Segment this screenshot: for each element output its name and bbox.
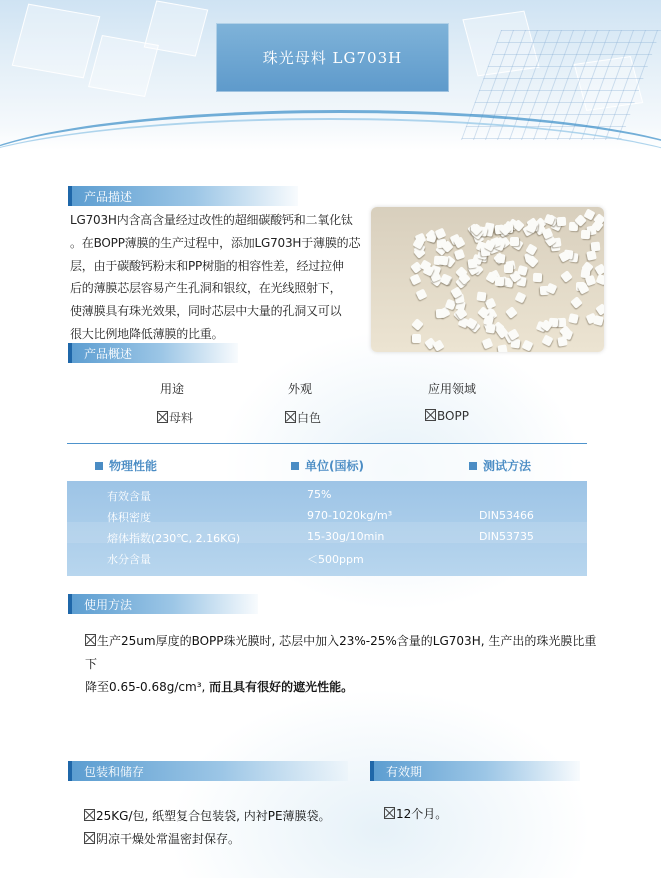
checkbox-icon [85, 634, 96, 646]
pellet [454, 249, 465, 260]
description-line: 很大比例地降低薄膜的比重。 [70, 326, 224, 341]
table-row [67, 548, 587, 569]
pellet [504, 264, 513, 273]
pellet [495, 277, 504, 286]
pellet [593, 315, 604, 326]
overview-appearance [288, 380, 321, 426]
pellet [514, 291, 526, 303]
product-description [70, 209, 370, 346]
table-cell: 熔体指数(230℃, 2.16KG) [107, 532, 241, 545]
table-cell: 水分含量 [107, 553, 151, 566]
pellet [468, 258, 478, 268]
overview-label: 用途 [160, 382, 185, 396]
section-header-packaging [68, 761, 348, 781]
pellet [596, 273, 604, 285]
table-row [67, 485, 587, 506]
pellet [435, 227, 447, 239]
table-header-cell: 单位(国标) [291, 457, 364, 474]
pellet [510, 237, 519, 246]
overview-value: 白色 [297, 411, 322, 425]
section-marker [370, 761, 374, 781]
pellet [570, 296, 583, 309]
checkbox-icon [84, 809, 95, 821]
pellet [560, 270, 573, 283]
decor-cube [144, 0, 209, 56]
description-line: 使薄膜具有珠光效果，同时芯层中大量的孔洞又可以 [70, 304, 342, 319]
pellet [495, 254, 505, 264]
section-title: 产品描述 [84, 189, 133, 204]
pellet [476, 291, 486, 301]
overview-use [160, 380, 193, 426]
pellet [436, 309, 445, 318]
decor-cube [12, 4, 101, 79]
square-bullet-icon [469, 462, 477, 470]
description-line: 。在BOPP薄膜的生产过程中，添加LG703H于薄膜的芯 [70, 235, 361, 250]
checkbox-icon [384, 807, 395, 819]
title-box [216, 23, 449, 92]
section-marker [68, 343, 72, 363]
usage-line-bold: 而且具有很好的遮光性能。 [209, 680, 354, 694]
packaging-line: 阴凉干燥处常温密封保存。 [96, 832, 241, 846]
pellet [410, 273, 422, 285]
square-bullet-icon [95, 462, 103, 470]
pellet [411, 318, 424, 331]
table-cell: 75% [307, 488, 332, 501]
checkbox-icon [425, 409, 436, 421]
validity-text [384, 805, 447, 822]
pellet [541, 334, 553, 346]
overview-application [428, 380, 476, 423]
pellet [521, 339, 533, 351]
section-title: 产品概述 [84, 346, 133, 361]
product-pellets-image [371, 207, 604, 352]
section-header-usage [68, 594, 258, 614]
overview-value: 母料 [169, 411, 194, 425]
square-bullet-icon [291, 462, 299, 470]
pellet [568, 313, 579, 324]
overview-value: BOPP [437, 409, 469, 423]
description-line: 层，由于碳酸钙粉末和PP树脂的相容性差，经过拉伸 [70, 258, 344, 273]
table-header [67, 443, 587, 482]
table-cell: ＜500ppm [307, 553, 364, 566]
table-cell: DIN53466 [479, 509, 534, 522]
pellet [586, 251, 597, 262]
overview-label: 应用领域 [428, 382, 477, 396]
packaging-line: 25KG/包, 纸塑复合包装袋, 内衬PE薄膜袋。 [96, 809, 331, 823]
table-row [67, 527, 587, 548]
description-line: 后的薄膜芯层容易产生孔洞和银纹，在光线照射下， [70, 281, 342, 296]
table-cell: 15-30g/10min [307, 530, 385, 543]
properties-table [67, 443, 587, 576]
pellet [438, 255, 448, 265]
pellet [557, 336, 567, 346]
section-header-description [68, 186, 298, 206]
section-header-overview [68, 343, 238, 363]
section-title: 使用方法 [84, 597, 133, 612]
overview-label: 外观 [288, 382, 313, 396]
table-cell: 体积密度 [107, 511, 151, 524]
usage-text [85, 630, 605, 699]
checkbox-icon [84, 832, 95, 844]
section-title: 有效期 [386, 764, 423, 779]
usage-line: 降至0.65-0.68g/cm³, [85, 680, 210, 694]
validity-value: 12个月。 [396, 807, 448, 821]
description-line: LG703H内含高含量经过改性的超细碳酸钙和二氧化钛 [70, 213, 353, 227]
pellet [505, 306, 518, 319]
pellet [533, 273, 542, 282]
pellet [556, 217, 565, 226]
page-title: 珠光母料 LG703H [262, 49, 403, 67]
section-header-validity [370, 761, 580, 781]
section-marker [68, 761, 72, 781]
table-body [67, 481, 587, 576]
pellet [481, 337, 493, 349]
section-marker [68, 594, 72, 614]
pellet [415, 288, 427, 300]
checkbox-icon [157, 411, 168, 423]
table-header-cell: 测试方法 [469, 457, 531, 474]
table-header-cell: 物理性能 [95, 457, 157, 474]
table-cell: 有效含量 [107, 490, 151, 503]
section-marker [68, 186, 72, 206]
table-cell: DIN53735 [479, 530, 534, 543]
table-row [67, 506, 587, 527]
section-title: 包装和储存 [84, 764, 145, 779]
pellet [486, 324, 496, 334]
table-cell: 970-1020kg/m³ [307, 509, 393, 522]
pellet [581, 230, 590, 239]
pellet [412, 334, 421, 343]
pellet [497, 344, 507, 352]
packaging-text [84, 805, 331, 851]
usage-line: 生产25um厚度的BOPP珠光膜时, 芯层中加入23%-25%含量的LG703H, 生产出的珠光膜比重下 [85, 634, 597, 671]
checkbox-icon [285, 411, 296, 423]
pellet [595, 303, 604, 316]
